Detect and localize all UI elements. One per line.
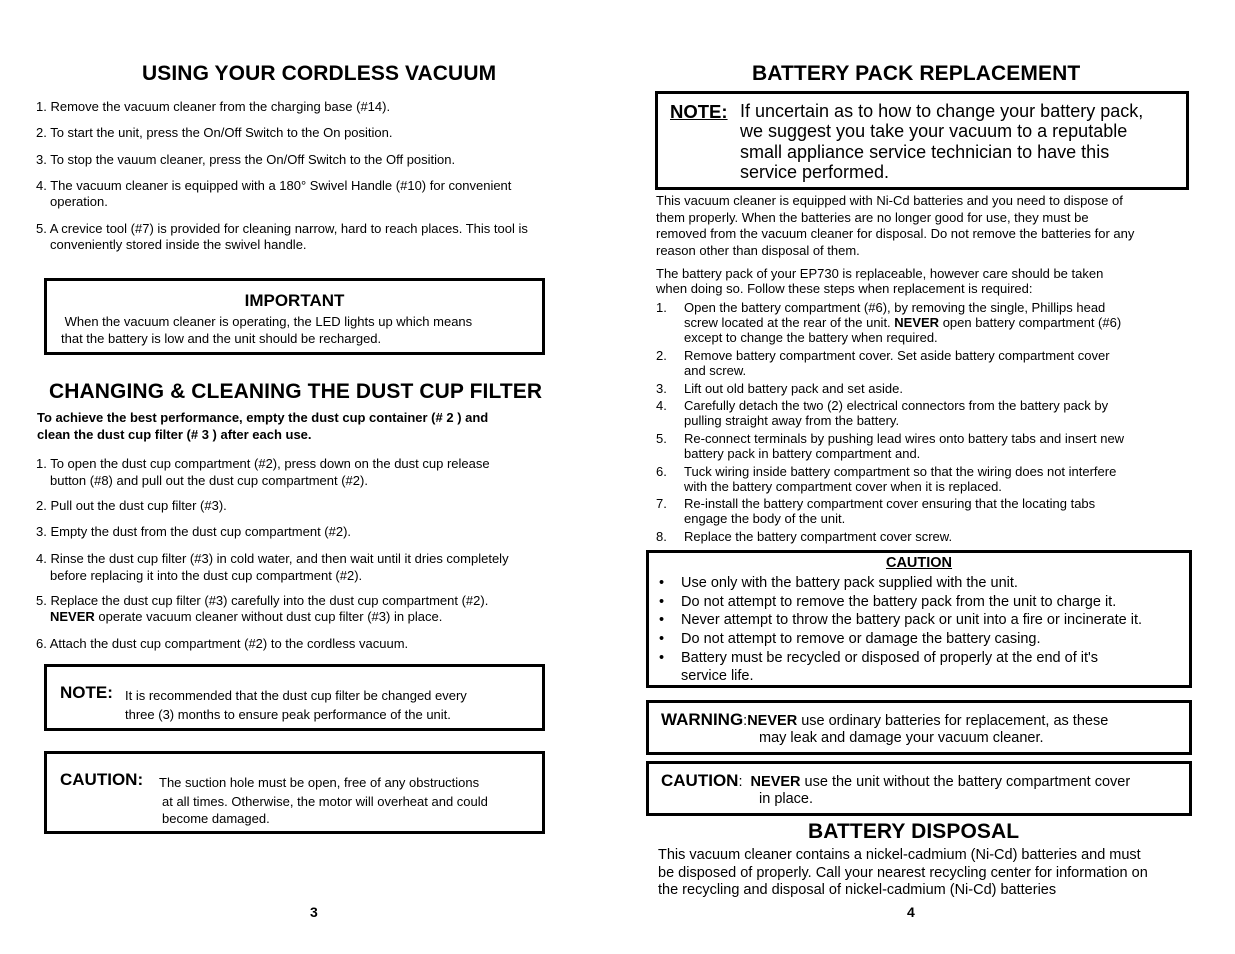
battery-para-2: The battery pack of your EP730 is replaceable, however care should be taken when doing so. Follow these steps when replacement is required: [656,266,1104,296]
caution-box-right-2 [646,761,1192,816]
battery-step-3: 3. Lift out old battery pack and set aside. [656,381,903,396]
caution-bullet-3: • Never attempt to throw the battery pack or unit into a fire or incinerate it. [659,612,1142,628]
disposal-text: This vacuum cleaner contains a nickel-cadmium (Ni-Cd) batteries and must be disposed of properly. Call your nearest recycling center for information on the recycling and disposal of nickel-cadmium (Ni-Cd) batteries [658,847,1148,898]
battery-para-1: This vacuum cleaner is equipped with Ni-Cd batteries and you need to dispose of them properly. When the batteries are no longer good for use, they must be removed from the vacuum cleaner for disposal. Do not remove the batteries for any reason other than disposal of them. [656,193,1135,259]
caution-line-3: become damaged. [162,811,270,826]
using-step-3: 3. To stop the vauum cleaner, press the On/Off Switch to the Off position. [36,152,456,167]
caution-bullet-5: • Battery must be recycled or disposed of properly at the end of it's service life. [659,650,1099,684]
filter-step-6: 6. Attach the dust cup compartment (#2) to the cordless vacuum. [36,636,409,651]
page-number-right: 4 [907,904,915,920]
battery-step-2: 2. Remove battery compartment cover. Set aside battery compartment cover and screw. [656,348,1110,378]
filter-step-3: 3. Empty the dust from the dust cup compartment (#2). [36,524,352,539]
caution-line-2: at all times. Otherwise, the motor will overheat and could [162,794,488,809]
note-text-right: If uncertain as to how to change your battery pack, we suggest you take your vacuum to a reputable small appliance service technician to have this service performed. [740,101,1144,182]
filter-step-4: 4. Rinse the dust cup filter (#3) in cold water, and then wait until it dries completely before replacing it into the dust cup compartment (#2). [36,551,509,583]
battery-step-4: 4. Carefully detach the two (2) electrical connectors from the battery pack by pulling straight away from the battery. [656,398,1109,428]
caution-heading-right: CAUTION [885,555,953,571]
battery-step-8: 8. Replace the battery compartment cover screw. [656,529,953,544]
section-title-disposal: BATTERY DISPOSAL [808,820,1020,843]
warning-line-2: may leak and damage your vacuum cleaner. [759,730,1044,746]
battery-step-5: 5. Re-connect terminals by pushing lead wires onto battery tabs and insert new battery pack in battery compartment and. [656,431,1125,461]
important-text: When the vacuum cleaner is operating, the LED lights up which means that the battery is low and the unit should be recharged. [61,314,473,346]
note-line-2: three (3) months to ensure peak performance of the unit. [125,707,451,722]
section-title-changing: CHANGING & CLEANING THE DUST CUP FILTER [49,380,543,403]
filter-intro: To achieve the best performance, empty the dust cup container (# 2 ) and clean the dust cup filter (# 3 ) after each use. [37,410,489,442]
filter-step-2: 2. Pull out the dust cup filter (#3). [36,498,227,513]
important-heading: IMPORTANT [244,291,345,310]
caution2-line-2: in place. [759,791,814,807]
note-box-right [655,91,1189,190]
caution-box-left [44,751,545,834]
filter-step-5: 5. Replace the dust cup filter (#3) carefully into the dust cup compartment (#2). NEVER operate vacuum cleaner without dust cup filter (#3) in place. [36,593,489,624]
using-step-4: 4. The vacuum cleaner is equipped with a 180° Swivel Handle (#10) for convenient operation. [36,178,512,209]
warning-box [646,700,1192,755]
warning-line-1: WARNING:NEVER use ordinary batteries for replacement, as these [661,710,1109,729]
caution-label: CAUTION: [60,770,144,789]
note-box-left [44,664,545,731]
battery-step-6: 6. Tuck wiring inside battery compartment so that the wiring does not interfere with the battery compartment cover when it is replaced. [656,464,1117,494]
section-title-using: USING YOUR CORDLESS VACUUM [142,62,497,85]
important-box [44,278,545,355]
page-number-left: 3 [310,904,318,920]
using-step-5: 5. A crevice tool (#7) is provided for cleaning narrow, hard to reach places. This tool is conveniently stored inside the swivel handle. [36,221,528,252]
caution-box-right [646,550,1192,688]
battery-step-7: 7. Re-install the battery compartment cover ensuring that the locating tabs engage the body of the unit. [656,496,1096,526]
caution-bullet-4: • Do not attempt to remove or damage the battery casing. [659,631,1041,647]
caution-line-1: The suction hole must be open, free of any obstructions [159,775,480,790]
caution2-line-1: CAUTION: NEVER use the unit without the battery compartment cover [661,771,1131,790]
using-step-2: 2. To start the unit, press the On/Off Switch to the On position. [36,125,393,140]
filter-step-1: 1. To open the dust cup compartment (#2), press down on the dust cup release button (#8) and pull out the dust cup compartment (#2). [36,456,490,488]
note-label: NOTE: [60,683,113,702]
note-line-1: It is recommended that the dust cup filter be changed every [125,688,467,703]
note-label-right: NOTE: [670,101,728,122]
section-title-battery: BATTERY PACK REPLACEMENT [752,62,1081,85]
using-step-1: 1. Remove the vacuum cleaner from the charging base (#14). [36,99,391,114]
battery-step-1: 1. Open the battery compartment (#6), by removing the single, Phillips head screw located at the rear of the unit. NEVER open battery compartment (#6) except to change the battery when required. [656,300,1122,345]
caution-bullet-2: • Do not attempt to remove the battery pack from the unit to charge it. [659,594,1117,610]
caution-bullet-1: • Use only with the battery pack supplied with the unit. [659,575,1018,591]
